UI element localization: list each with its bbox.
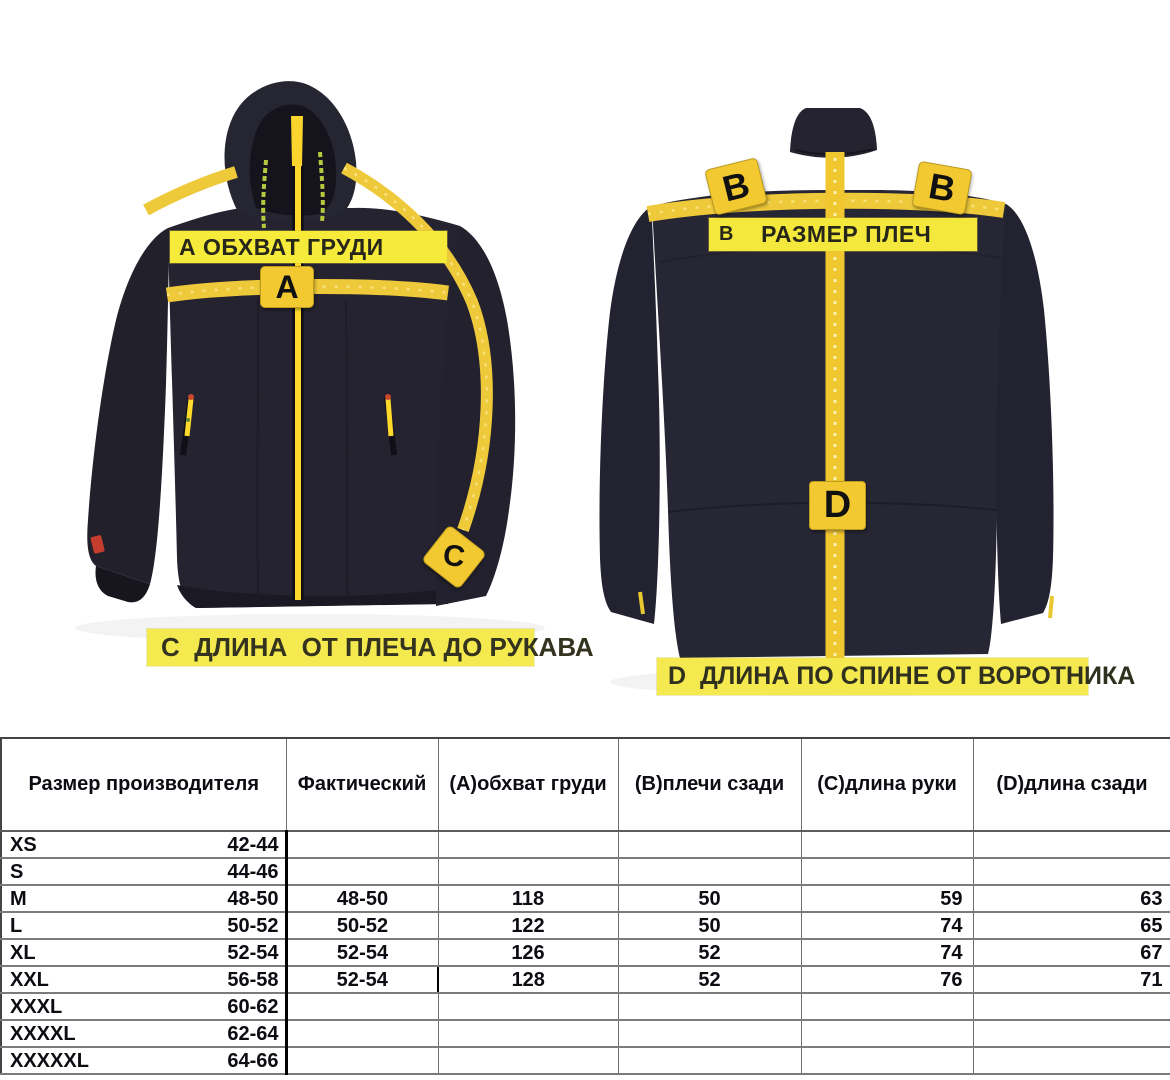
size-range: 52-54	[227, 941, 279, 964]
table-row-xxxxxl	[1, 1047, 1170, 1074]
size-label: XL	[10, 941, 36, 964]
back-length-measure-label: D ДЛИНА ПО СПИНЕ ОТ ВОРОТНИКА	[657, 658, 1088, 695]
size-range: 44-46	[227, 860, 279, 883]
cell-back: 67	[973, 939, 1170, 966]
cell-back: 63	[973, 885, 1170, 912]
size-range: 64-66	[227, 1049, 279, 1072]
cell-chest	[438, 831, 618, 858]
cell-shoulders: 52	[618, 966, 801, 993]
cell-actual	[286, 993, 438, 1020]
shoulder-measure-label	[709, 218, 977, 251]
cell-back: 65	[973, 912, 1170, 939]
cell-arm	[801, 1047, 973, 1074]
size-label: XS	[10, 833, 37, 856]
size-range: 50-52	[227, 914, 279, 937]
cell-back	[973, 1047, 1170, 1074]
measure-badge-c-letter: C	[441, 538, 468, 575]
cell-shoulders	[618, 1047, 801, 1074]
shoulder-measure-label-text: РАЗМЕР ПЛЕЧ	[761, 221, 932, 247]
measure-badge-d: D	[809, 481, 866, 530]
table-row-m	[1, 885, 1170, 912]
size-range: 56-58	[227, 968, 279, 991]
measure-badge-a: A	[260, 266, 314, 308]
cell-actual	[286, 831, 438, 858]
size-label: XXL	[10, 968, 49, 991]
size-label: S	[10, 860, 24, 883]
col-header-shoulders: (В)плечи сзади	[618, 738, 801, 831]
cell-chest: 122	[438, 912, 618, 939]
cell-shoulders	[618, 858, 801, 885]
back-jacket	[599, 108, 1053, 658]
cell-shoulders: 50	[618, 912, 801, 939]
cell-back	[973, 831, 1170, 858]
cell-shoulders: 52	[618, 939, 801, 966]
size-label: XXXXXL	[10, 1049, 89, 1072]
measure-badge-b-right: B	[911, 161, 972, 216]
cell-chest	[438, 858, 618, 885]
table-row-xxl	[1, 966, 1170, 993]
cell-arm: 74	[801, 939, 973, 966]
cell-arm	[801, 831, 973, 858]
size-range: 62-64	[227, 1022, 279, 1045]
cell-arm: 76	[801, 966, 973, 993]
measure-badge-b-left: B	[704, 157, 768, 216]
cell-actual	[286, 1020, 438, 1047]
size-table-header-row	[1, 738, 1170, 831]
size-label: XXXL	[10, 995, 63, 1018]
cell-shoulders	[618, 1020, 801, 1047]
cell-chest: 128	[438, 966, 618, 993]
size-label: L	[10, 914, 23, 937]
table-row-xs	[1, 831, 1170, 858]
cell-arm: 74	[801, 912, 973, 939]
size-range: 60-62	[227, 995, 279, 1018]
cell-actual	[286, 1047, 438, 1074]
cell-actual: 52-54	[286, 966, 438, 993]
cell-chest	[438, 1047, 618, 1074]
cell-actual: 52-54	[286, 939, 438, 966]
col-header-manufacturer-size: Размер производителя	[1, 738, 286, 831]
cell-arm	[801, 993, 973, 1020]
col-header-chest: (А)обхват груди	[438, 738, 618, 831]
cell-back	[973, 1020, 1170, 1047]
size-range: 48-50	[227, 887, 279, 910]
table-row-l	[1, 912, 1170, 939]
cell-actual: 50-52	[286, 912, 438, 939]
table-row-s	[1, 858, 1170, 885]
col-header-actual: Фактический	[286, 738, 438, 831]
sleeve-measure-label: С ДЛИНА ОТ ПЛЕЧА ДО РУКАВА	[147, 629, 534, 666]
cell-chest	[438, 993, 618, 1020]
shoulder-measure-label-prefix: В	[719, 223, 734, 245]
cell-shoulders	[618, 993, 801, 1020]
col-header-back-length: (D)длина сзади	[973, 738, 1170, 831]
size-label: XXXXL	[10, 1022, 76, 1045]
cell-shoulders	[618, 831, 801, 858]
cell-actual	[286, 858, 438, 885]
table-row-xxxxl	[1, 1020, 1170, 1047]
cell-arm: 59	[801, 885, 973, 912]
cell-arm	[801, 858, 973, 885]
col-header-arm-length: (С)длина руки	[801, 738, 973, 831]
table-row-xl	[1, 939, 1170, 966]
cell-chest	[438, 1020, 618, 1047]
cell-arm	[801, 1020, 973, 1047]
cell-back: 71	[973, 966, 1170, 993]
cell-back	[973, 858, 1170, 885]
table-row-xxxl	[1, 993, 1170, 1020]
cell-actual: 48-50	[286, 885, 438, 912]
chest-measure-label: А ОБХВАТ ГРУДИ	[170, 231, 447, 263]
size-table	[0, 737, 1170, 1075]
size-range: 42-44	[227, 833, 279, 856]
size-label: M	[10, 887, 27, 910]
cell-chest: 126	[438, 939, 618, 966]
cell-shoulders: 50	[618, 885, 801, 912]
cell-chest: 118	[438, 885, 618, 912]
cell-back	[973, 993, 1170, 1020]
